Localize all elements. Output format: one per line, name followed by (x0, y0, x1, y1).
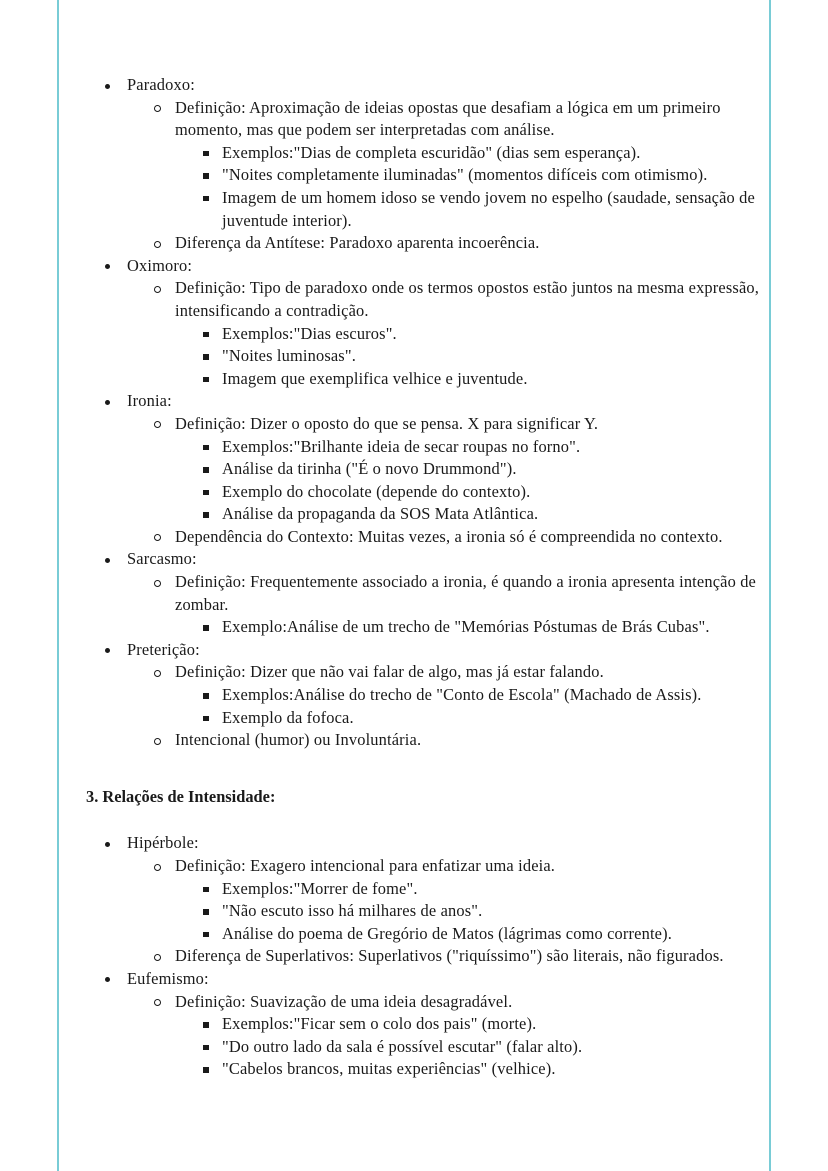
list-item (95, 548, 768, 638)
list-item-text: "Cabelos brancos, muitas experiências" (velhice). (222, 1059, 556, 1079)
square-bullet-icon (203, 196, 209, 202)
list-item-text: Diferença de Superlativos: Superlativos ("riquíssimo") são literais, não figurados. (175, 946, 724, 966)
square-bullet-icon (203, 151, 209, 157)
circle-bullet-icon (154, 580, 161, 587)
square-bullet-icon (203, 625, 209, 631)
list-item (95, 832, 768, 968)
list-item (144, 277, 768, 390)
square-bullet-icon (203, 909, 209, 915)
list-item (95, 639, 768, 752)
list-item-text: "Não escuto isso há milhares de anos". (222, 901, 483, 921)
bullet-list-level-3 (175, 436, 768, 526)
list-item (192, 458, 768, 481)
bullet-list-level-1 (78, 832, 768, 1081)
bullet-list-level-3 (175, 323, 768, 391)
list-item (144, 855, 768, 945)
list-item (192, 1036, 768, 1059)
list-item (192, 1058, 768, 1081)
list-item-text: Análise da tirinha ("É o novo Drummond"). (222, 459, 517, 479)
circle-bullet-icon (154, 738, 161, 745)
bullet-list-level-2 (127, 413, 768, 549)
list-item (192, 345, 768, 368)
circle-bullet-icon (154, 954, 161, 961)
square-bullet-icon (203, 490, 209, 496)
disc-bullet-icon (105, 264, 110, 269)
list-item-text: "Noites completamente iluminadas" (momentos difíceis com otimismo). (222, 165, 708, 185)
disc-bullet-icon (105, 84, 110, 89)
disc-bullet-icon (105, 400, 110, 405)
list-item (144, 413, 768, 526)
list-item-text: Imagem que exemplifica velhice e juventude. (222, 368, 528, 388)
disc-bullet-icon (105, 648, 110, 653)
list-item (192, 481, 768, 504)
disc-bullet-icon (105, 842, 110, 847)
section-heading: 3. Relações de Intensidade: (86, 786, 276, 806)
bullet-list-level-3 (175, 142, 768, 232)
bullet-list-level-1 (78, 74, 768, 752)
circle-bullet-icon (154, 286, 161, 293)
list-item (192, 368, 768, 391)
circle-bullet-icon (154, 864, 161, 871)
list-item-text: Definição: Suavização de uma ideia desagradável. (175, 991, 513, 1011)
list-item (95, 390, 768, 548)
list-item (192, 323, 768, 346)
square-bullet-icon (203, 716, 209, 722)
list-item-text: "Do outro lado da sala é possível escutar" (falar alto). (222, 1036, 583, 1056)
list-item (144, 232, 768, 255)
circle-bullet-icon (154, 105, 161, 112)
list-item-text: Diferença da Antítese: Paradoxo aparenta incoerência. (175, 233, 540, 253)
circle-bullet-icon (154, 670, 161, 677)
list-item-text: Oximoro: (127, 255, 193, 275)
list-item-text: Sarcasmo: (127, 549, 197, 569)
list-item-text: Definição: Dizer que não vai falar de algo, mas já estar falando. (175, 662, 604, 682)
list-item-text: Intencional (humor) ou Involuntária. (175, 730, 422, 750)
square-bullet-icon (203, 467, 209, 473)
bullet-list-level-2 (127, 277, 768, 390)
list-item (95, 74, 768, 255)
square-bullet-icon (203, 512, 209, 518)
list-item (144, 729, 768, 752)
circle-bullet-icon (154, 241, 161, 248)
square-bullet-icon (203, 887, 209, 893)
list-item-text: Exemplos:"Morrer de fome". (222, 878, 418, 898)
list-item-text: Exemplo:Análise de um trecho de "Memórias Póstumas de Brás Cubas". (222, 617, 710, 637)
bullet-list-level-3 (175, 616, 768, 639)
list-item (192, 436, 768, 459)
list-item (192, 1013, 768, 1036)
square-bullet-icon (203, 932, 209, 938)
bullet-list-level-3 (175, 878, 768, 946)
list-item-text: Preterição: (127, 639, 200, 659)
list-item (192, 164, 768, 187)
list-item (192, 900, 768, 923)
circle-bullet-icon (154, 534, 161, 541)
square-bullet-icon (203, 1067, 209, 1073)
list-item (192, 923, 768, 946)
square-bullet-icon (203, 377, 209, 383)
circle-bullet-icon (154, 421, 161, 428)
list-item-text: Exemplos:"Dias escuros". (222, 323, 397, 343)
list-item (144, 661, 768, 729)
circle-bullet-icon (154, 999, 161, 1006)
square-bullet-icon (203, 332, 209, 338)
list-item-text: Definição: Tipo de paradoxo onde os termos opostos estão juntos na mesma expressão, intensificando a contradição. (175, 278, 760, 320)
square-bullet-icon (203, 173, 209, 179)
list-item (144, 526, 768, 549)
list-item (192, 503, 768, 526)
list-item-text: Dependência do Contexto: Muitas vezes, a ironia só é compreendida no contexto. (175, 526, 723, 546)
list-item (144, 571, 768, 639)
list-item (192, 684, 768, 707)
bullet-list-level-3 (175, 1013, 768, 1081)
list-item (192, 707, 768, 730)
list-item (144, 991, 768, 1081)
bullet-list-level-2 (127, 855, 768, 968)
list-item-text: Exemplos:Análise do trecho de "Conto de Escola" (Machado de Assis). (222, 685, 702, 705)
list-item-text: Exemplo do chocolate (depende do contexto). (222, 481, 531, 501)
list-item (192, 187, 768, 232)
list-item-text: Paradoxo: (127, 75, 195, 94)
list-item (144, 945, 768, 968)
list-item-text: Eufemismo: (127, 968, 209, 988)
list-item-text: Exemplos:"Brilhante ideia de secar roupas no forno". (222, 436, 581, 456)
list-item (95, 255, 768, 391)
square-bullet-icon (203, 1022, 209, 1028)
disc-bullet-icon (105, 977, 110, 982)
list-item-text: Definição: Aproximação de ideias opostas que desafiam a lógica em um primeiro momento, mas que podem ser interpretadas com análise. (175, 97, 721, 140)
square-bullet-icon (203, 445, 209, 451)
bullet-list-level-2 (127, 991, 768, 1081)
bullet-list-level-3 (175, 684, 768, 729)
list-item-text: Análise da propaganda da SOS Mata Atlântica. (222, 504, 539, 524)
list-item-text: Hipérbole: (127, 833, 199, 853)
list-item-text: Definição: Exagero intencional para enfatizar uma ideia. (175, 856, 556, 875)
bullet-list-level-2 (127, 661, 768, 751)
disc-bullet-icon (105, 558, 110, 563)
list-item-text: Definição: Dizer o oposto do que se pensa. X para significar Y. (175, 413, 599, 433)
list-item (192, 142, 768, 165)
square-bullet-icon (203, 1045, 209, 1051)
square-bullet-icon (203, 354, 209, 360)
list-item-text: "Noites luminosas". (222, 346, 356, 366)
list-item (192, 878, 768, 901)
list-item-text: Exemplo da fofoca. (222, 707, 354, 727)
list-item (95, 968, 768, 1081)
list-item-text: Ironia: (127, 391, 172, 411)
list-item (192, 616, 768, 639)
list-item-text: Imagem de um homem idoso se vendo jovem no espelho (saudade, sensação de juventude interior). (222, 187, 755, 230)
list-item-text: Exemplos:"Ficar sem o colo dos pais" (morte). (222, 1014, 537, 1034)
list-item-text: Análise do poema de Gregório de Matos (lágrimas como corrente). (222, 923, 672, 943)
bullet-list-level-2 (127, 97, 768, 255)
list-item-text: Definição: Frequentemente associado a ironia, é quando a ironia apresenta intenção de zombar. (175, 572, 757, 614)
list-item-text: Exemplos:"Dias de completa escuridão" (dias sem esperança). (222, 142, 641, 162)
bullet-list-level-2 (127, 571, 768, 639)
list-item (144, 97, 768, 233)
square-bullet-icon (203, 693, 209, 699)
